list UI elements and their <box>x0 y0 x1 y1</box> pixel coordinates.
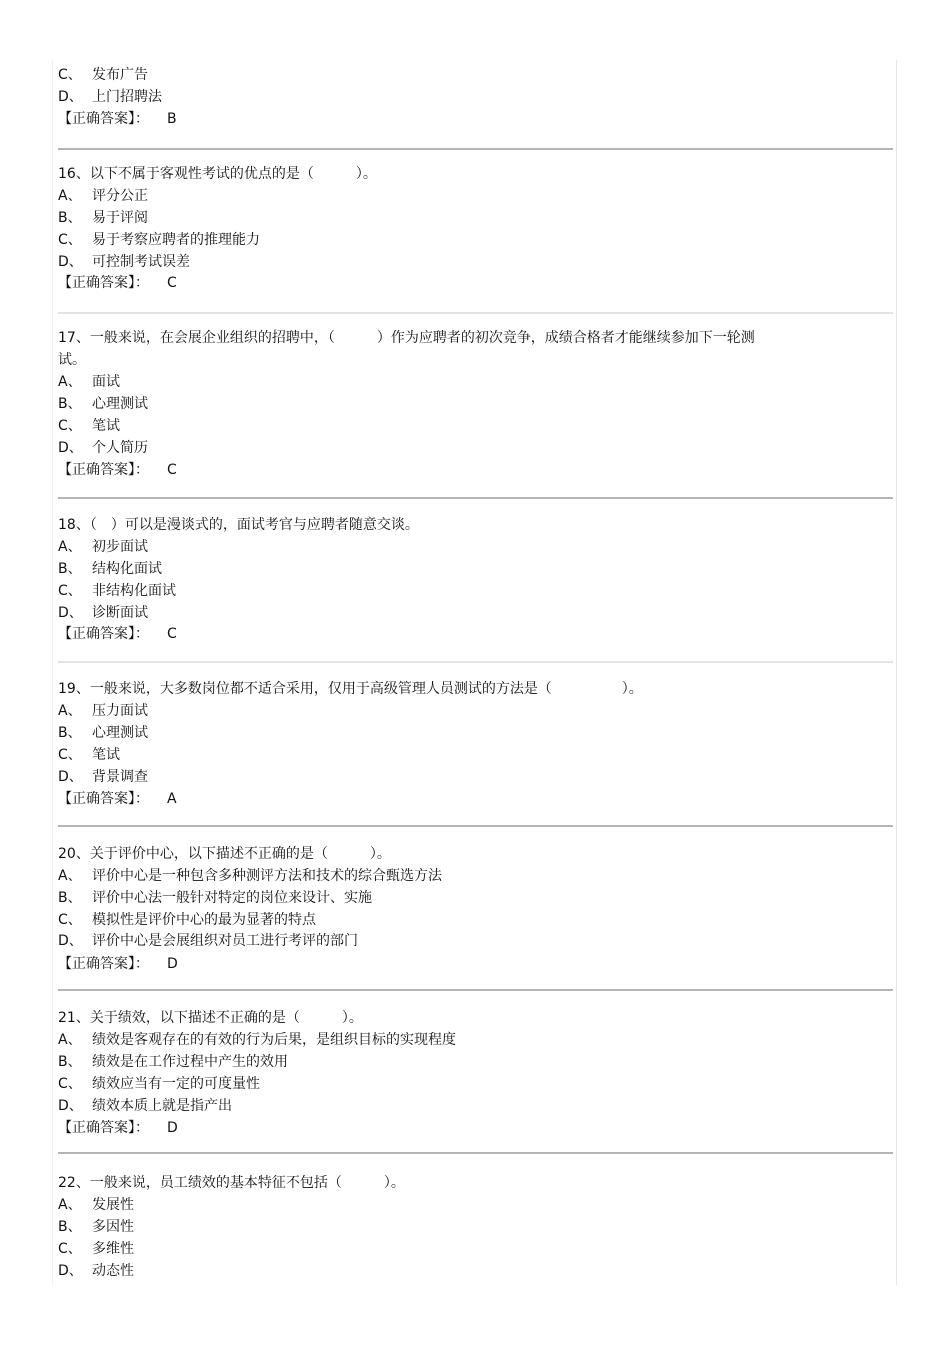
question-stem: 17、一般来说，在会展企业组织的招聘中，（ ）作为应聘者的初次竞争，成绩合格者才能继续参加下一轮测 <box>58 330 755 346</box>
option-text: 笔试 <box>92 418 120 434</box>
option-c <box>58 745 120 765</box>
option-a <box>58 372 120 392</box>
option-c <box>58 416 120 436</box>
option-text: 绩效是在工作过程中产生的效用 <box>92 1054 288 1070</box>
option-text: 评分公正 <box>92 188 148 204</box>
option-letter: B、 <box>58 396 82 412</box>
answer-value: C <box>167 275 177 291</box>
option-text: 心理测试 <box>92 725 148 741</box>
option-text: 非结构化面试 <box>92 583 176 599</box>
option-a <box>58 1030 456 1050</box>
answer-label: 【正确答案】： <box>58 626 149 642</box>
option-text: 压力面试 <box>92 703 148 719</box>
answer-label: 【正确答案】： <box>58 111 149 127</box>
question-stem: 18、（ ）可以是漫谈式的，面试考官与应聘者随意交谈。 <box>58 517 419 533</box>
divider <box>58 825 893 827</box>
option-letter: B、 <box>58 210 82 226</box>
answer-label: 【正确答案】： <box>58 275 149 291</box>
answer-value: A <box>167 791 177 807</box>
option-text: 评价中心是一种包含多种测评方法和技术的综合甄选方法 <box>92 868 442 884</box>
option-d <box>58 1261 134 1281</box>
answer-label: 【正确答案】： <box>58 1120 149 1136</box>
option-text: 初步面试 <box>92 539 148 555</box>
option-letter: C、 <box>58 232 82 248</box>
answer-value: C <box>167 462 177 478</box>
option-text: 评价中心法一般针对特定的岗位来设计、实施 <box>92 890 372 906</box>
option-d <box>58 438 148 458</box>
option-letter: D、 <box>58 254 83 270</box>
option-letter: A、 <box>58 188 82 204</box>
answer-value: C <box>167 626 177 642</box>
question-stem: 19、一般来说，大多数岗位都不适合采用，仅用于高级管理人员测试的方法是（ ）。 <box>58 681 643 697</box>
option-text: 模拟性是评价中心的最为显著的特点 <box>92 912 316 928</box>
option-d <box>58 931 358 951</box>
option-text: 发布广告 <box>92 67 148 83</box>
option-text: 多因性 <box>92 1219 134 1235</box>
option-c <box>58 1074 260 1094</box>
option-letter: A、 <box>58 703 82 719</box>
option-letter: C、 <box>58 912 82 928</box>
option-text: 心理测试 <box>92 396 148 412</box>
option-letter: B、 <box>58 890 82 906</box>
option-text: 绩效应当有一定的可度量性 <box>92 1076 260 1092</box>
question-stem: 22、一般来说，员工绩效的基本特征不包括（ ）。 <box>58 1175 405 1191</box>
option-letter: C、 <box>58 583 82 599</box>
option-letter: B、 <box>58 1054 82 1070</box>
divider <box>58 989 893 991</box>
divider <box>58 661 893 663</box>
option-letter: C、 <box>58 418 82 434</box>
option-text: 可控制考试误差 <box>92 254 190 270</box>
option-b <box>58 208 148 228</box>
option-text: 背景调查 <box>92 769 148 785</box>
option-c <box>58 910 316 930</box>
option-b <box>58 559 162 579</box>
option-letter: D、 <box>58 769 83 785</box>
divider <box>58 148 893 150</box>
option-letter: D、 <box>58 1263 83 1279</box>
option-d <box>58 767 148 787</box>
question-stem: 21、关于绩效，以下描述不正确的是（ ）。 <box>58 1010 363 1026</box>
correct-answer <box>58 954 178 974</box>
option-text: 面试 <box>92 374 120 390</box>
correct-answer <box>58 273 177 293</box>
option-text: 绩效本质上就是指产出 <box>92 1098 232 1114</box>
correct-answer <box>58 1118 178 1138</box>
correct-answer <box>58 789 177 809</box>
option-b <box>58 723 148 743</box>
option-b <box>58 888 372 908</box>
option-a <box>58 537 148 557</box>
option-letter: C、 <box>58 1076 82 1092</box>
option-a <box>58 186 148 206</box>
option-c <box>58 65 148 85</box>
option-text: 易于评阅 <box>92 210 148 226</box>
option-text: 结构化面试 <box>92 561 162 577</box>
option-c <box>58 230 260 250</box>
option-text: 评价中心是会展组织对员工进行考评的部门 <box>92 933 358 949</box>
option-letter: D、 <box>58 933 83 949</box>
divider <box>58 312 893 314</box>
option-text: 多维性 <box>92 1241 134 1257</box>
option-a <box>58 701 148 721</box>
option-letter: C、 <box>58 1241 82 1257</box>
answer-label: 【正确答案】： <box>58 791 149 807</box>
option-b <box>58 1217 134 1237</box>
option-text: 发展性 <box>92 1197 134 1213</box>
option-c <box>58 581 176 601</box>
option-text: 笔试 <box>92 747 120 763</box>
option-letter: D、 <box>58 1098 83 1114</box>
option-text: 上门招聘法 <box>92 89 162 105</box>
option-b <box>58 1052 288 1072</box>
correct-answer <box>58 460 177 480</box>
option-letter: B、 <box>58 561 82 577</box>
option-a <box>58 1195 134 1215</box>
question-stem-continued: 试。 <box>58 352 86 368</box>
option-letter: A、 <box>58 374 82 390</box>
answer-label: 【正确答案】： <box>58 956 149 972</box>
option-text: 绩效是客观存在的有效的行为后果，是组织目标的实现程度 <box>92 1032 456 1048</box>
answer-value: B <box>167 111 177 127</box>
correct-answer <box>58 109 177 129</box>
option-letter: D、 <box>58 605 83 621</box>
option-a <box>58 866 442 886</box>
question-stem: 20、关于评价中心，以下描述不正确的是（ ）。 <box>58 846 391 862</box>
divider <box>58 1152 893 1154</box>
option-letter: B、 <box>58 1219 82 1235</box>
option-text: 诊断面试 <box>92 605 148 621</box>
option-c <box>58 1239 134 1259</box>
option-letter: A、 <box>58 539 82 555</box>
option-text: 动态性 <box>92 1263 134 1279</box>
answer-value: D <box>167 1120 178 1136</box>
option-letter: B、 <box>58 725 82 741</box>
option-b <box>58 394 148 414</box>
answer-label: 【正确答案】： <box>58 462 149 478</box>
option-letter: A、 <box>58 1032 82 1048</box>
option-d <box>58 87 162 107</box>
option-text: 易于考察应聘者的推理能力 <box>92 232 260 248</box>
option-letter: A、 <box>58 1197 82 1213</box>
correct-answer <box>58 624 177 644</box>
option-d <box>58 1096 232 1116</box>
option-letter: D、 <box>58 440 83 456</box>
option-text: 个人简历 <box>92 440 148 456</box>
question-stem: 16、以下不属于客观性考试的优点的是（ ）。 <box>58 166 377 182</box>
divider <box>58 497 893 499</box>
option-d <box>58 603 148 623</box>
option-letter: D、 <box>58 89 83 105</box>
option-letter: C、 <box>58 747 82 763</box>
answer-value: D <box>167 956 178 972</box>
option-letter: A、 <box>58 868 82 884</box>
option-d <box>58 252 190 272</box>
option-letter: C、 <box>58 67 82 83</box>
